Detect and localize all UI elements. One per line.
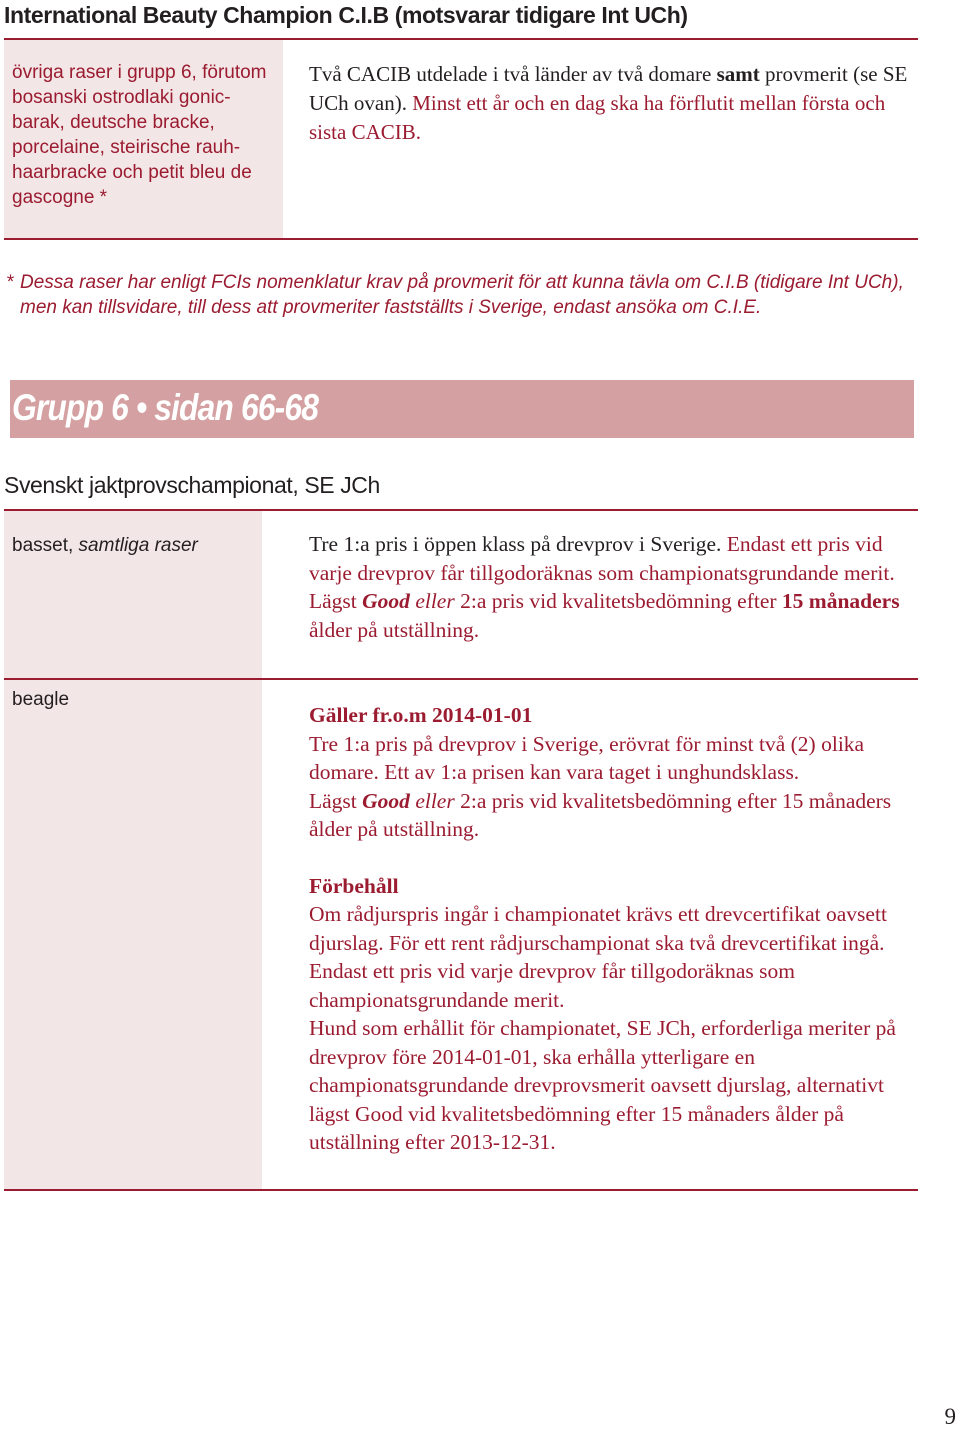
footnote-asterisk: * bbox=[6, 272, 14, 293]
basset-label-plain: basset, bbox=[12, 535, 79, 556]
footnote-text: Dessa raser har enligt FCIs nomenklatur krav på provmerit för att kunna tävla om C.I.B (tidigare Int UCh), men kan tillsvidare, till dess att provmeriter fastställts i Sverige, endast ansöka om C.I.E. bbox=[20, 272, 904, 318]
beagle-p2-b: 2:a pris vid kvalitetsbedömning efter 15 månaders ålder på utställning. bbox=[309, 788, 892, 841]
group-banner bbox=[10, 380, 914, 438]
requirement-part1: Två CACIB utdelade i två länder av två domare bbox=[309, 62, 717, 86]
breed-label-basset bbox=[12, 533, 198, 558]
row-divider bbox=[4, 678, 918, 680]
requirement-text bbox=[309, 60, 914, 147]
cib-requirements-table bbox=[4, 38, 918, 240]
basset-good: Good bbox=[362, 589, 410, 613]
basset-line2-c: ålder på utställning. bbox=[309, 617, 480, 642]
basset-requirements bbox=[309, 530, 917, 644]
requirement-part2: provmerit (se SE UCh ovan). bbox=[309, 62, 908, 115]
basset-label-italic: samtliga raser bbox=[78, 535, 198, 556]
beagle-good: Good bbox=[362, 788, 410, 813]
forbehall-heading: Förbehåll bbox=[309, 873, 399, 898]
forbehall-para-1: Om rådjurspris ingår i championatet krävs ett drevcertifikat oavsett djurslag. För ett rent rådjurschampionat ska två drevcertifikat ingå. bbox=[309, 902, 887, 955]
beagle-heading: Gäller fr.o.m 2014-01-01 bbox=[309, 703, 533, 727]
beagle-para-2 bbox=[309, 787, 917, 844]
breed-label-beagle: beagle bbox=[12, 689, 70, 710]
basset-line1-black: Tre 1:a pris i öppen klass på drevprov i Sverige. bbox=[309, 532, 727, 556]
forbehall-para-2: Endast ett pris vid varje drevprov får tillgodoräknas som championatsgrundande merit. bbox=[309, 959, 796, 1012]
group-banner-text: Grupp 6 • sidan 66-68 bbox=[12, 387, 319, 428]
requirement-bold-samt: samt bbox=[716, 62, 760, 86]
beagle-requirements bbox=[309, 701, 917, 1157]
section-title-cib: International Beauty Champion C.I.B (motsvarar tidigare Int UCh) bbox=[4, 2, 688, 28]
beagle-p2-a: Lägst bbox=[309, 788, 363, 813]
section-title-jch: Svenskt jaktprovschampionat, SE JCh bbox=[4, 472, 380, 498]
basset-line2-a: Lägst bbox=[309, 589, 363, 613]
basset-line1-red: Endast ett pris vid varje drevprov får tillgodoräknas som championatsgrundande merit. bbox=[309, 532, 895, 585]
beagle-para-1: Tre 1:a pris på drevprov i Sverige, erövrat för minst två (2) olika domare. Ett av 1:a prisen kan vara taget i unghundsklass. bbox=[309, 731, 865, 784]
beagle-eller: eller bbox=[409, 788, 455, 813]
basset-15-manaders: 15 månaders bbox=[781, 589, 900, 613]
page-number: 9 bbox=[944, 1404, 956, 1429]
jch-requirements-table bbox=[4, 509, 918, 1191]
breed-cell bbox=[4, 40, 283, 238]
forbehall-para-3: Hund som erhållit för championatet, SE JCh, erforderliga meriter på drevprov före 2014-01-01, ska erhålla ytterligare en championatsgrundande drevprovsmerit oavsett djurslag, alternativt lägst Good vid kvalitetsbedömning efter 15 månaders ålder på utställning efter 2013-12-31. bbox=[309, 1016, 896, 1154]
requirement-red-note: Minst ett år och en dag ska ha förflutit mellan första och sista CACIB. bbox=[309, 91, 886, 144]
basset-para-1 bbox=[309, 530, 917, 587]
spacer bbox=[309, 844, 917, 872]
breed-column bbox=[4, 511, 262, 1189]
basset-line2-b: 2:a pris vid kvalitetsbedömning efter bbox=[454, 589, 782, 613]
basset-para-2 bbox=[309, 587, 917, 644]
breed-list-text: övriga raser i grupp 6, förutom bosanski ostrodlaki gonic-barak, deutsche bracke, porcelaine, steirische rauh-haarbracke och petit bleu de gascogne * bbox=[12, 62, 267, 208]
basset-eller: eller bbox=[409, 589, 455, 613]
